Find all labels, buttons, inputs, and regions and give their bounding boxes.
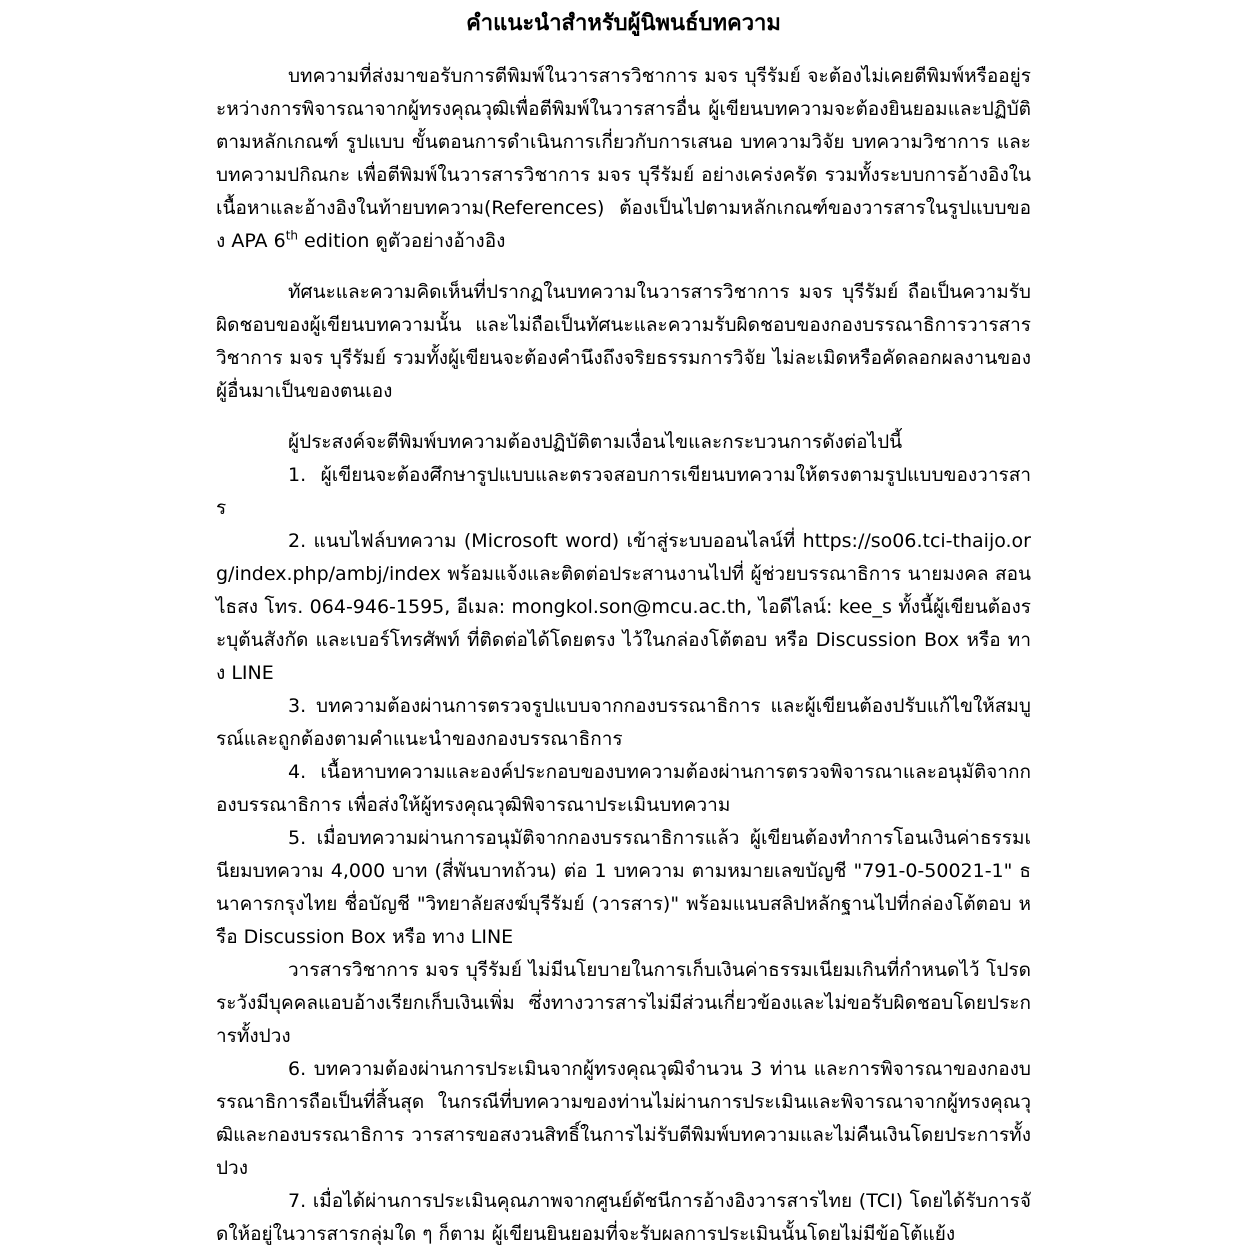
- intro-text: บทความที่ส่งมาขอรับการตีพิมพ์ในวารสารวิชาการ มจร บุรีรัมย์ จะต้องไม่เคยตีพิมพ์หรืออยู่ระหว่างการพิจารณาจากผู้ทรงคุณวุฒิเพื่อตีพิมพ์ในวารสารอื่น ผู้เขียนบทความจะต้องยินยอมและปฏิบัติตามหลักเกณฑ์ รูปแบบ ขั้นตอนการดำเนินการเกี่ยวกับการเสนอ บทความวิจัย บทความวิชาการ และบทความปกิณกะ เพื่อตีพิมพ์ในวารสารวิชาการ มจร บุรีรัมย์ อย่างเคร่งครัด รวมทั้งระบบการอ้างอิงในเนื้อหาและอ้างอิงในท้ายบทความ(References) ต้องเป็นไปตามหลักเกณฑ์ของวารสารในรูปแบบของ APA 6: [216, 65, 1031, 252]
- intro-text-end: edition ดูตัวอย่างอ้างอิง: [298, 230, 506, 252]
- condition-item-3: 3. บทความต้องผ่านการตรวจรูปแบบจากกองบรรณาธิการ และผู้เขียนต้องปรับแก้ไขให้สมบูรณ์และถูกต้องตามคำแนะนำของกองบรรณาธิการ: [216, 695, 1031, 750]
- conditions-heading: ผู้ประสงค์จะตีพิมพ์บทความต้องปฏิบัติตามเงื่อนไขและกระบวนการดังต่อไปนี้: [288, 431, 903, 453]
- edition-superscript: th: [285, 228, 298, 243]
- document-page: [216, 6, 1031, 1251]
- condition-item-5: 5. เมื่อบทความผ่านการอนุมัติจากกองบรรณาธิการแล้ว ผู้เขียนต้องทำการโอนเงินค่าธรรมเนียมบทความ 4,000 บาท (สี่พันบาทถ้วน) ต่อ 1 บทความ ตามหมายเลขบัญชี "791-0-50021-1" ธนาคารกรุงไทย ชื่อบัญชี "วิทยาลัยสงฆ์บุรีรัมย์ (วารสาร)" พร้อมแนบสลิปหลักฐานไปที่กล่องโต้ตอบ หรือ Discussion Box หรือ ทาง LINE: [216, 827, 1031, 948]
- condition-item-1: 1. ผู้เขียนจะต้องศึกษารูปแบบและตรวจสอบการเขียนบทความให้ตรงตามรูปแบบของวารสาร: [216, 464, 1031, 519]
- condition-item-7: 7. เมื่อได้ผ่านการประเมินคุณภาพจากศูนย์ดัชนีการอ้างอิงวารสารไทย (TCI) โดยได้รับการจัดให้อยู่ในวารสารกลุ่มใด ๆ ก็ตาม ผู้เขียนยินยอมที่จะรับผลการประเมินนั้นโดยไม่มีข้อโต้แย้ง: [216, 1190, 1031, 1245]
- intro-paragraph-responsibility: ทัศนะและความคิดเห็นที่ปรากฏในบทความในวารสารวิชาการ มจร บุรีรัมย์ ถือเป็นความรับผิดชอบของผู้เขียนบทความนั้น และไม่ถือเป็นทัศนะและความรับผิดชอบของกองบรรณาธิการวารสารวิชาการ มจร บุรีรัมย์ รวมทั้งผู้เขียนจะต้องคำนึงถึงจริยธรรมการวิจัย ไม่ละเมิดหรือคัดลอกผลงานของผู้อื่นมาเป็นของตนเอง: [216, 281, 1031, 402]
- page-title: คำแนะนำสำหรับผู้นิพนธ์บทความ: [466, 11, 781, 36]
- condition-item-2: 2. แนบไฟล์บทความ (Microsoft word) เข้าสู่ระบบออนไลน์ที่ https://so06.tci-thaijo.org/index.php/ambj/index พร้อมแจ้งและติดต่อประสานงานไปที่ ผู้ช่วยบรรณาธิการ นายมงคล สอนไธสง โทร. 064-946-1595, อีเมล: mongkol.son@mcu.ac.th, ไอดีไลน์: kee_s ทั้งนี้ผู้เขียนต้องระบุต้นสังกัด และเบอร์โทรศัพท์ ที่ติดต่อได้โดยตรง ไว้ในกล่องโต้ตอบ หรือ Discussion Box หรือ ทาง LINE: [216, 530, 1031, 684]
- fee-notice: วารสารวิชาการ มจร บุรีรัมย์ ไม่มีนโยบายในการเก็บเงินค่าธรรมเนียมเกินที่กำหนดไว้ โปรดระวังมีบุคคลแอบอ้างเรียกเก็บเงินเพิ่ม ซึ่งทางวารสารไม่มีส่วนเกี่ยวข้องและไม่ขอรับผิดชอบโดยประการทั้งปวง: [216, 959, 1031, 1047]
- condition-item-4: 4. เนื้อหาบทความและองค์ประกอบของบทความต้องผ่านการตรวจพิจารณาและอนุมัติจากกองบรรณาธิการ เพื่อส่งให้ผู้ทรงคุณวุฒิพิจารณาประเมินบทความ: [216, 761, 1031, 816]
- condition-item-6: 6. บทความต้องผ่านการประเมินจากผู้ทรงคุณวุฒิจำนวน 3 ท่าน และการพิจารณาของกองบรรณาธิการถือเป็นที่สิ้นสุด ในกรณีที่บทความของท่านไม่ผ่านการประเมินและพิจารณาจากผู้ทรงคุณวุฒิและกองบรรณาธิการ วารสารขอสงวนสิทธิ์ในการไม่รับตีพิมพ์บทความและไม่คืนเงินโดยประการทั้งปวง: [216, 1058, 1031, 1179]
- intro-paragraph-submission: [216, 60, 1031, 258]
